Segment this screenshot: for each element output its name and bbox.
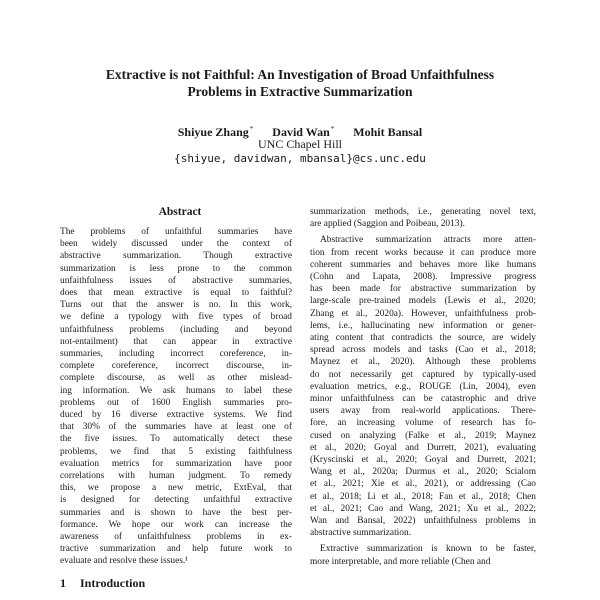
author-mark: * bbox=[330, 125, 335, 133]
abstract-line: duced by 16 diverse extractive systems. We find bbox=[60, 410, 292, 421]
author-name: David Wan bbox=[272, 125, 330, 139]
abstract-line: complete coreference, incorrect discourse, in- bbox=[60, 361, 292, 372]
abstract-line: problems, we find that 5 existing faithfulness bbox=[60, 446, 292, 457]
abstract-line: unfaithfulness problems (including and beyond bbox=[60, 324, 292, 335]
section-number: 1 bbox=[60, 576, 66, 590]
abstract-line: this, we propose a new metric, ExtEval, that bbox=[60, 483, 292, 494]
paragraph bbox=[310, 234, 536, 539]
paragraph-line: et al., 2021; Xie et al., 2021), or addressing (Cao bbox=[310, 479, 536, 490]
paragraph-line: et al., 2020; Goyal and Durrett, 2021), evaluating bbox=[310, 442, 536, 453]
author-name: Shiyue Zhang bbox=[177, 125, 249, 139]
paragraph-line: ating content that contradicts the source, are widely bbox=[310, 333, 536, 344]
abstract-line: the five issues. To automatically detect these bbox=[60, 434, 292, 445]
abstract-line: abstractive summarization. Though extractive bbox=[60, 251, 292, 262]
abstract-line: evaluation metrics for summarization have poor bbox=[60, 458, 292, 469]
paragraph-line: users away from real-world applications. There- bbox=[310, 406, 536, 417]
abstract-line: evaluate and resolve these issues.¹ bbox=[60, 556, 189, 567]
paragraph-line: spread across models and tasks (Cao et al., 2018; bbox=[310, 345, 536, 356]
section-heading-introduction bbox=[60, 576, 145, 591]
paragraph-line: summarization methods, i.e., generating novel text, bbox=[310, 207, 536, 217]
paragraph-line: evaluation metrics, e.g., ROUGE (Lin, 2004), even bbox=[310, 381, 536, 392]
paragraph bbox=[310, 543, 536, 567]
paragraph-line: more interpretable, and more reliable (Chen and bbox=[310, 556, 491, 567]
paragraph-line: et al., 2018; Li et al., 2018; Fan et al., 2018; Chen bbox=[310, 491, 536, 502]
abstract-line: formance. We hope our work can increase the bbox=[60, 519, 292, 530]
abstract-body bbox=[60, 226, 292, 568]
paragraph-line: minor unfaithfulness can be catastrophic and drive bbox=[310, 394, 536, 405]
section-title: Introduction bbox=[80, 576, 146, 590]
paragraph-line: Extractive summarization is known to be faster, bbox=[320, 544, 536, 555]
paragraph-line: (Cohn and Lapata, 2008). Impressive progress bbox=[310, 272, 536, 283]
affiliation: UNC Chapel Hill bbox=[258, 137, 342, 151]
right-column-text bbox=[310, 206, 536, 568]
paragraph-line: cused on analyzing (Falke et al., 2019; Maynez bbox=[310, 430, 536, 441]
abstract-line: complete discourse, as well as other mislead- bbox=[60, 373, 292, 384]
abstract-line: tractive summarization and help future work to bbox=[60, 544, 292, 555]
paragraph-line: Wang et al., 2020a; Durmus et al., 2020; Scialom bbox=[310, 467, 536, 478]
paragraph-line: lems, i.e., hallucinating new information or gener- bbox=[310, 320, 536, 331]
paragraph-line: Zhang et al., 2020a). However, unfaithfulness prob- bbox=[310, 308, 536, 319]
abstract-line: summaries and is shown to have the best per- bbox=[60, 507, 292, 518]
paragraph-line: coherent summaries and behaves more like humans bbox=[310, 259, 536, 270]
abstract-line: unfaithfulness issues of abstractive summaries, bbox=[60, 275, 292, 286]
paragraph bbox=[310, 206, 536, 230]
abstract-line: summarization is less prone to the common bbox=[60, 263, 292, 274]
abstract-line: that 30% of the summaries have at least one of bbox=[60, 422, 292, 433]
abstract-line: The problems of unfaithful summaries have bbox=[60, 227, 292, 237]
abstract-line: we define a typology with five types of broad bbox=[60, 312, 292, 323]
abstract-line: been widely discussed under the context of bbox=[60, 239, 292, 250]
author-name: Mohit Bansal bbox=[353, 125, 423, 139]
author-mark: * bbox=[249, 125, 254, 133]
abstract-line: Turns out that the answer is no. In this work, bbox=[60, 300, 292, 311]
paragraph-line: Abstractive summarization attracts more atten- bbox=[320, 235, 536, 246]
abstract-line: not-entailment) that can appear in extractive bbox=[60, 336, 292, 347]
paragraph-line: et al., 2021; Cao and Wang, 2021; Xu et al., 2022; bbox=[310, 503, 536, 514]
abstract-line: does that mean extractive is equal to faithful? bbox=[60, 288, 292, 299]
abstract-line: problems out of 1600 English summaries pro- bbox=[60, 397, 292, 408]
author-emails: {shiyue, davidwan, mbansal}@cs.unc.edu bbox=[174, 152, 426, 165]
paragraph-line: Maynez et al., 2020). Although these problems bbox=[310, 357, 536, 368]
abstract-line: summaries, including incorrect coreference, in- bbox=[60, 349, 292, 360]
abstract-line: ing information. We ask humans to label these bbox=[60, 385, 292, 396]
paragraph-line: has been made for abstractive summarization by bbox=[310, 284, 536, 295]
paragraph-line: abstractive summarization. bbox=[310, 528, 412, 539]
abstract-line: is designed for detecting unfaithful extractive bbox=[60, 495, 292, 506]
paragraph-line: tion from recent works because it can produce more bbox=[310, 247, 536, 258]
abstract-line: awareness of unfaithfulness problems in ex- bbox=[60, 532, 292, 543]
paper-title-line-1: Extractive is not Faithful: An Investigation of Broad Unfaithfulness bbox=[105, 67, 495, 82]
paper-title bbox=[60, 66, 540, 100]
paragraph-line: fore, an increasing volume of research has fo- bbox=[310, 418, 536, 429]
abstract-line: correlations with human judgment. To remedy bbox=[60, 471, 292, 482]
paper-title-line-2: Problems in Extractive Summarization bbox=[187, 84, 413, 99]
paragraph-line: do not necessarily get captured by typically-used bbox=[310, 369, 536, 380]
paragraph-line: are applied (Saggion and Poibeau, 2013). bbox=[310, 219, 465, 230]
paragraph-line: (Kryscinski et al., 2020; Goyal and Durrett, 2021; bbox=[310, 455, 536, 466]
abstract-heading: Abstract bbox=[158, 206, 202, 218]
paragraph-line: large-scale pre-trained models (Lewis et al., 2020; bbox=[310, 296, 536, 307]
paragraph-line: Wan and Bansal, 2022) unfaithfulness problems in bbox=[310, 516, 536, 527]
